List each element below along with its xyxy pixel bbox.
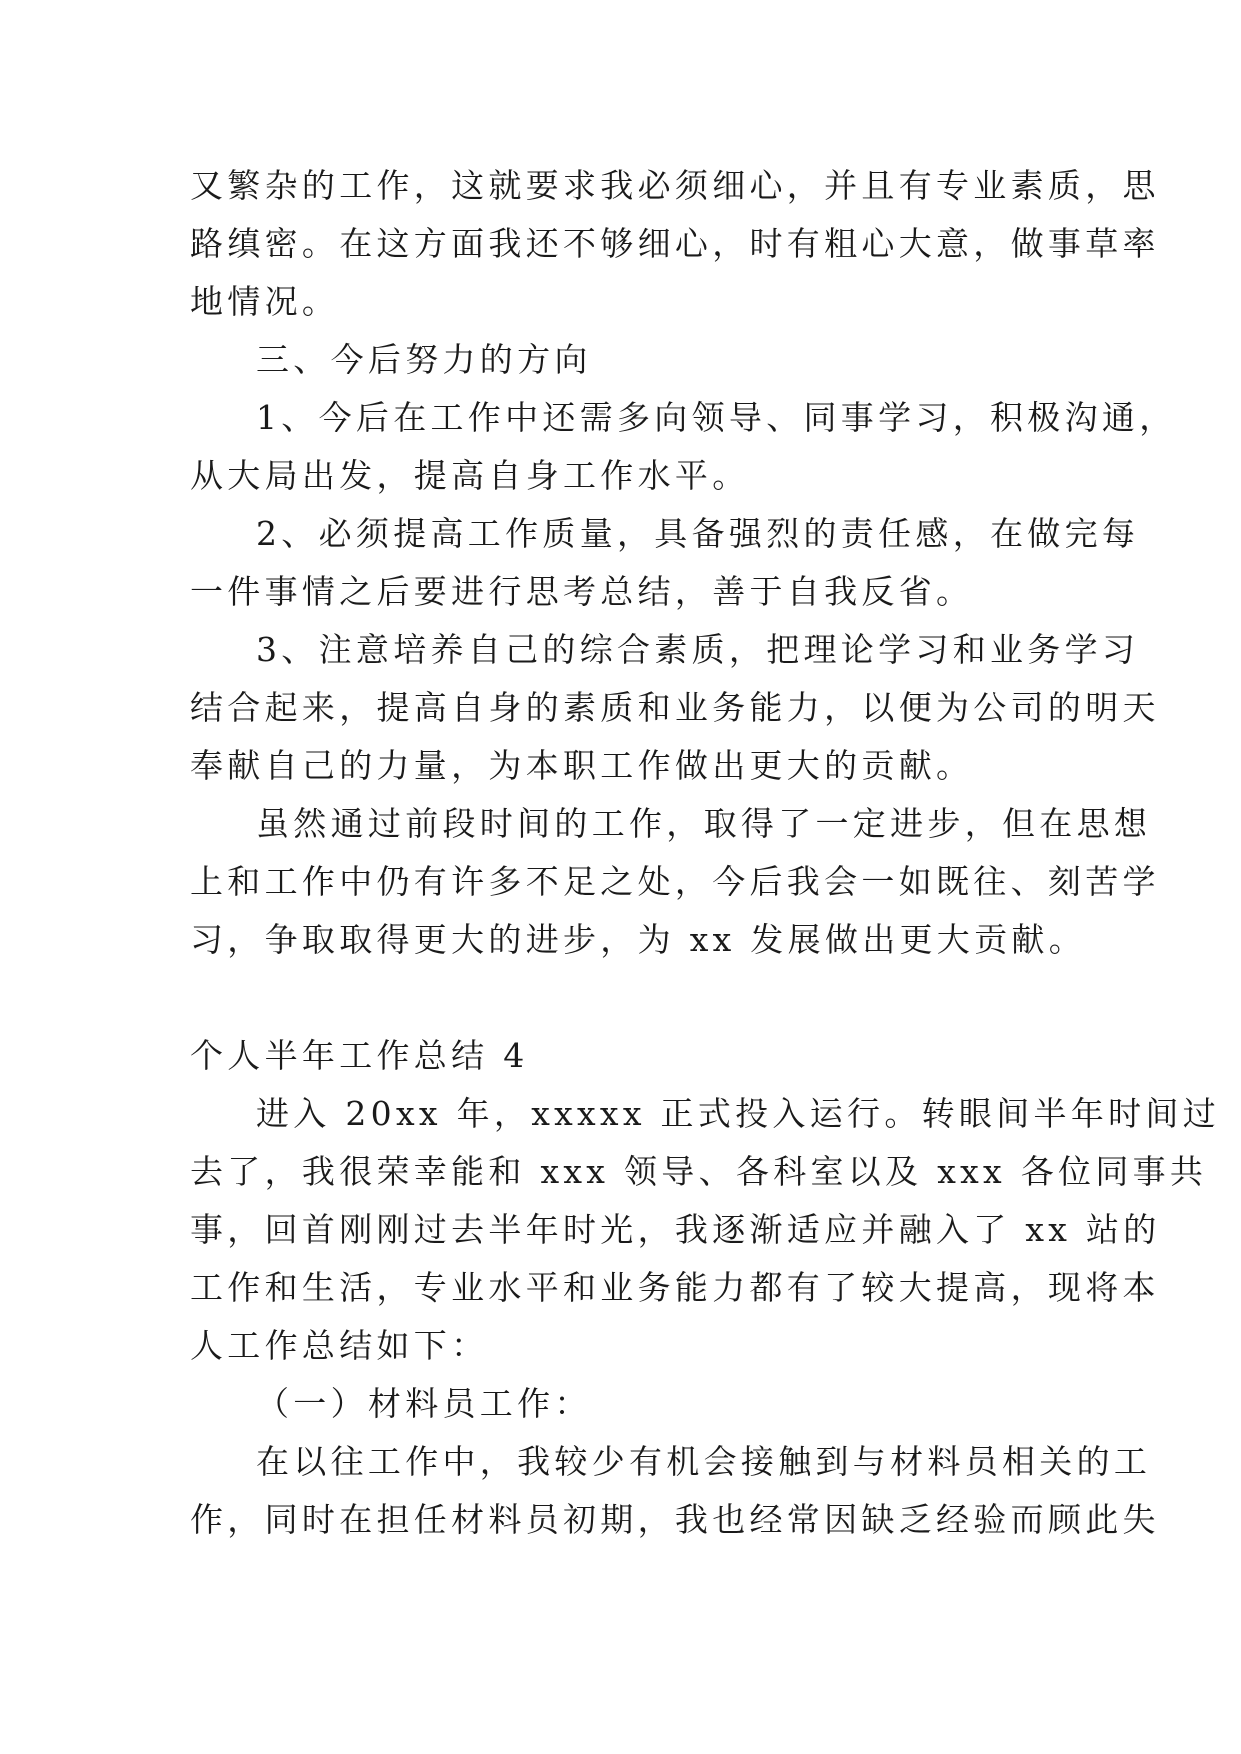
paragraph-line: 结合起来，提高自身的素质和业务能力，以便为公司的明天: [190, 688, 1160, 727]
paragraph-line: 作，同时在担任材料员初期，我也经常因缺乏经验而顾此失: [190, 1500, 1160, 1539]
paragraph-line: 习，争取取得更大的进步，为 xx 发展做出更大贡献。: [190, 920, 1087, 959]
paragraph-line: 地情况。: [190, 282, 340, 321]
paragraph-line: 奉献自己的力量，为本职工作做出更大的贡献。: [190, 746, 974, 785]
paragraph-line: 1、今后在工作中还需多向领导、同事学习，积极沟通，: [256, 398, 1177, 437]
section-title: 个人半年工作总结 4: [190, 1036, 529, 1075]
paragraph-line: 事，回首刚刚过去半年时光，我逐渐适应并融入了 xx 站的: [190, 1210, 1161, 1249]
paragraph-line: 2、必须提高工作质量，具备强烈的责任感，在做完每: [256, 514, 1140, 553]
paragraph-line: 从大局出发，提高自身工作水平。: [190, 456, 750, 495]
paragraph-line: 进入 20xx 年，xxxxx 正式投入运行。转眼间半年时间过: [256, 1094, 1221, 1133]
paragraph-line: 又繁杂的工作，这就要求我必须细心，并且有专业素质，思: [190, 166, 1160, 205]
paragraph-line: 工作和生活，专业水平和业务能力都有了较大提高，现将本: [190, 1268, 1160, 1307]
paragraph-line: 在以往工作中，我较少有机会接触到与材料员相关的工: [256, 1442, 1152, 1481]
paragraph-line: 路缜密。在这方面我还不够细心，时有粗心大意，做事草率: [190, 224, 1160, 263]
paragraph-line: 虽然通过前段时间的工作，取得了一定进步，但在思想: [256, 804, 1152, 843]
section-heading: 三、今后努力的方向: [256, 340, 592, 379]
paragraph-line: 去了，我很荣幸能和 xxx 领导、各科室以及 xxx 各位同事共: [190, 1152, 1208, 1191]
paragraph-line: 上和工作中仍有许多不足之处，今后我会一如既往、刻苦学: [190, 862, 1160, 901]
paragraph-line: 3、注意培养自己的综合素质，把理论学习和业务学习: [256, 630, 1140, 669]
paragraph-line: 一件事情之后要进行思考总结，善于自我反省。: [190, 572, 974, 611]
paragraph-line: 人工作总结如下：: [190, 1326, 489, 1365]
subsection-heading: （一）材料员工作：: [256, 1384, 592, 1423]
